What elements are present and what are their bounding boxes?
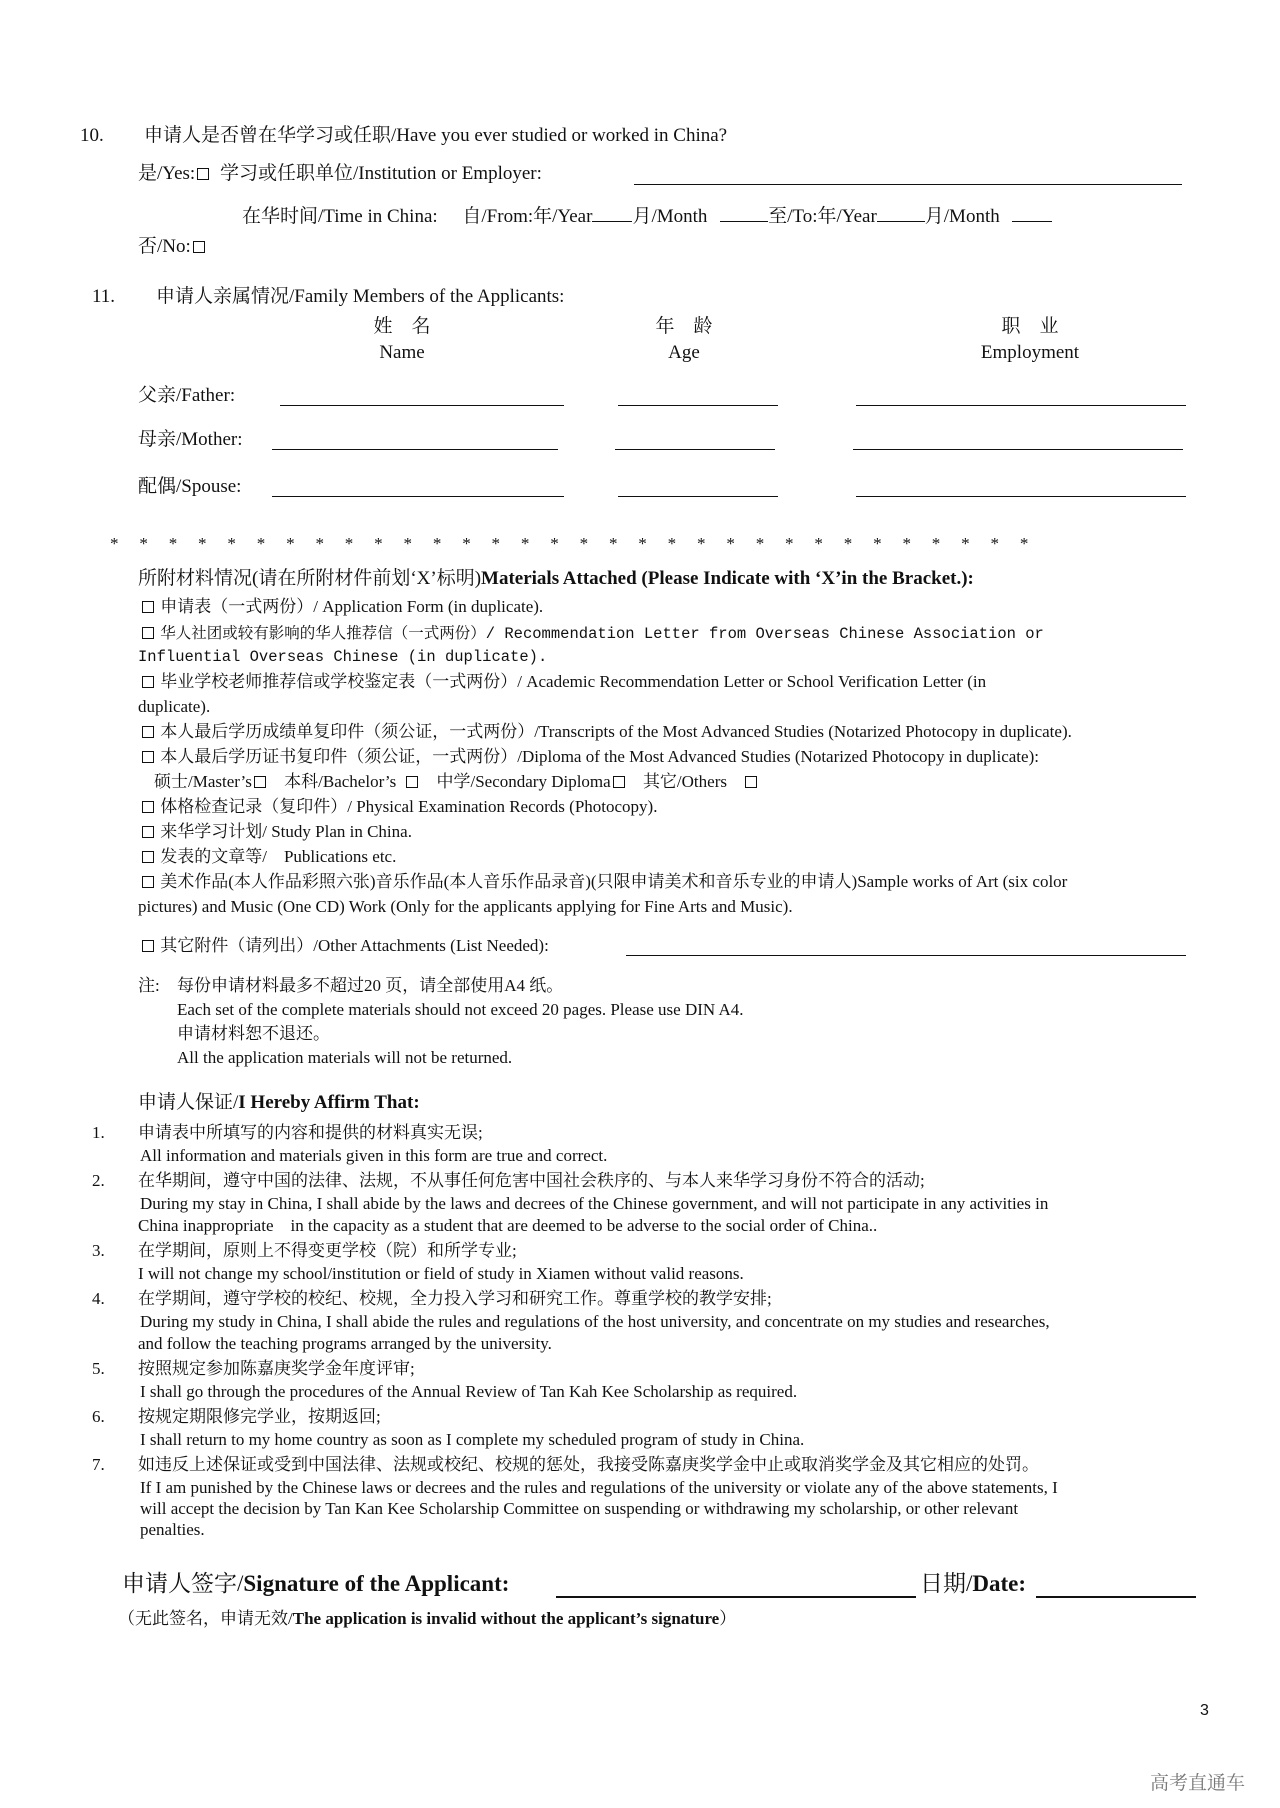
signature-note-cn: （无此签名，申请无效/ (118, 1609, 293, 1628)
date-label-en: Date: (972, 1571, 1027, 1596)
affirm-6-num: 6. (92, 1407, 105, 1426)
affirm-7-en-2: will accept the decision by Tan Kan Kee Scholarship Committee on suspending or withdrawing my scholarship, or other relevant (140, 1499, 1019, 1518)
note-label: 注: (138, 976, 160, 995)
signature-note (118, 1608, 736, 1629)
checkbox[interactable] (142, 601, 154, 613)
note-line-3: 申请材料恕不退还。 (177, 1024, 330, 1043)
q10-no-checkbox[interactable] (193, 241, 205, 253)
affirm-6-cn: 按规定期限修完学业，按期返回; (138, 1407, 381, 1426)
q11-col-age-en: Age (668, 342, 700, 363)
q11-spouse-name-field[interactable] (272, 496, 564, 497)
q10-question: 申请人是否曾在华学习或任职/Have you ever studied or worked in China? (144, 125, 728, 146)
affirm-4-cn: 在学期间，遵守学校的校纪、校规，全力投入学习和研究工作。尊重学校的教学安排; (138, 1289, 772, 1308)
date-row (920, 1570, 1026, 1598)
q11-mother-label: 母亲/Mother: (138, 429, 243, 450)
note-line-1: 每份申请材料最多不超过20 页，请全部使用A4 纸。 (177, 976, 564, 995)
q10-from-month-label: 月/Month (632, 206, 708, 227)
q11-father-employment-field[interactable] (856, 405, 1186, 406)
degree-bachelor-label: 本科/Bachelor’s (284, 772, 397, 791)
affirm-7-en-1: If I am punished by the Chinese laws or decrees and the rules and regulations of the university or violate any of the above statements, I (140, 1478, 1058, 1497)
affirm-2-en-2: China inappropriate in the capacity as a student that are deemed to be adverse to the social order of China.. (138, 1216, 878, 1235)
checkbox[interactable] (142, 676, 154, 688)
watermark: 高考直通车 (1150, 1772, 1246, 1794)
q10-to-month-field[interactable] (1012, 207, 1052, 222)
q10-from-label: 自/From:年/Year (462, 206, 593, 227)
degree-master-checkbox[interactable] (254, 776, 266, 788)
materials-item-5-text: 本人最后学历证书复印件（须公证，一式两份）/Diploma of the Most Advanced Studies (Notarized Photocopy in duplicate): (160, 747, 1039, 766)
affirm-1-en: All information and materials given in this form are true and correct. (140, 1146, 608, 1165)
materials-item-8 (140, 846, 396, 867)
affirm-4-num: 4. (92, 1289, 105, 1308)
signature-field[interactable] (556, 1596, 916, 1598)
q11-number: 11. (92, 286, 116, 307)
materials-item-8-text: 发表的文章等/ Publications etc. (160, 847, 397, 866)
q11-col-emp-cn: 职 业 (1001, 316, 1059, 337)
q11-title: 申请人亲属情况/Family Members of the Applicants: (156, 286, 565, 307)
q10-no-label: 否/No: (138, 236, 191, 257)
signature-label-en: Signature of the Applicant: (243, 1571, 510, 1596)
checkbox[interactable] (142, 851, 154, 863)
q10-no-row (138, 236, 207, 258)
q10-from-year-field[interactable] (592, 207, 632, 222)
materials-item-10 (140, 935, 549, 956)
degree-others-checkbox[interactable] (745, 776, 757, 788)
materials-item-3-text-a: 毕业学校老师推荐信或学校鉴定表（一式两份）/ Academic Recommendation Letter or School Verification Letter (in (160, 672, 987, 691)
affirm-3-en: I will not change my school/institution or field of study in Xiamen without valid reasons. (138, 1264, 744, 1283)
page-number: 3 (1200, 1702, 1209, 1719)
q10-from-month-field[interactable] (720, 207, 768, 222)
checkbox[interactable] (142, 876, 154, 888)
date-field[interactable] (1036, 1596, 1196, 1598)
signature-label-cn: 申请人签字/ (122, 1571, 244, 1596)
note-line-4: All the application materials will not be returned. (177, 1048, 513, 1067)
signature-row (122, 1570, 509, 1598)
q11-mother-name-field[interactable] (272, 449, 558, 450)
affirm-5-cn: 按照规定参加陈嘉庚奖学金年度评审; (138, 1359, 415, 1378)
q10-to-label: 至/To:年/Year (768, 206, 877, 227)
q11-col-name-en: Name (379, 342, 425, 363)
affirm-7-cn: 如违反上述保证或受到中国法律、法规或校纪、校规的惩处，我接受陈嘉庚奖学金中止或取消奖学金及其它相应的处罚。 (138, 1455, 1039, 1474)
materials-item-9-text-b: pictures) and Music (One CD) Work (Only for the applicants applying for Fine Arts and Music). (138, 897, 793, 916)
q10-time-label: 在华时间/Time in China: (242, 206, 438, 227)
degree-secondary-checkbox[interactable] (613, 776, 625, 788)
q11-father-name-field[interactable] (280, 405, 564, 406)
materials-item-5 (140, 746, 1039, 767)
checkbox[interactable] (142, 751, 154, 763)
materials-item-4-text: 本人最后学历成绩单复印件（须公证，一式两份）/Transcripts of the Most Advanced Studies (Notarized Photocopy in duplicate). (160, 722, 1072, 741)
materials-item-10-text: 其它附件（请列出）/Other Attachments (List Needed): (160, 936, 549, 955)
materials-degree-row (154, 771, 759, 792)
q10-yes-label: 是/Yes: (138, 163, 196, 184)
affirm-7-num: 7. (92, 1455, 105, 1474)
affirm-2-en-1: During my stay in China, I shall abide by the laws and decrees of the Chinese government, and will not participate in any activities in (140, 1194, 1049, 1213)
degree-others-label: 其它/Others (642, 772, 727, 791)
q10-yes-checkbox[interactable] (197, 168, 209, 180)
other-attachments-field[interactable] (626, 955, 1186, 956)
materials-item-6 (140, 796, 657, 817)
date-label-cn: 日期/ (920, 1571, 973, 1596)
affirm-5-en: I shall go through the procedures of the Annual Review of Tan Kah Kee Scholarship as required. (140, 1382, 798, 1401)
materials-item-2 (140, 622, 1044, 645)
q11-spouse-age-field[interactable] (618, 496, 778, 497)
affirm-1-cn: 申请表中所填写的内容和提供的材料真实无误; (138, 1123, 483, 1142)
degree-bachelor-checkbox[interactable] (406, 776, 418, 788)
affirm-title-cn: 申请人保证/ (138, 1092, 239, 1113)
checkbox[interactable] (142, 940, 154, 952)
affirm-3-cn: 在学期间，原则上不得变更学校（院）和所学专业; (138, 1241, 517, 1260)
materials-item-1-text: 申请表（一式两份）/ Application Form (in duplicate). (160, 597, 544, 616)
degree-master-label: 硕士/Master’s (154, 772, 252, 791)
materials-item-3 (140, 671, 986, 692)
q11-col-emp-en: Employment (980, 342, 1080, 363)
checkbox[interactable] (142, 826, 154, 838)
q10-number: 10. (80, 125, 104, 146)
separator-stars: * * * * * * * * * * * * * * * * * * * * * * * * * * * * * * * * (110, 534, 1029, 553)
affirm-2-cn: 在华期间，遵守中国的法律、法规，不从事任何危害中国社会秩序的、与本人来华学习身份不符合的活动; (138, 1171, 925, 1190)
materials-item-3-text-b: duplicate). (138, 697, 211, 716)
q10-to-month-label: 月/Month (924, 206, 1000, 227)
materials-title-cn: 所附材料情况(请在所附材件前划‘X’标明) (138, 568, 482, 589)
affirm-2-num: 2. (92, 1171, 105, 1190)
affirm-3-num: 3. (92, 1241, 105, 1260)
degree-secondary-label: 中学/Secondary Diploma (436, 772, 611, 791)
materials-item-2-text-b: Influential Overseas Chinese (in duplicate). (138, 648, 548, 666)
note-line-2: Each set of the complete materials should not exceed 20 pages. Please use DIN A4. (177, 1000, 744, 1019)
affirm-5-num: 5. (92, 1359, 105, 1378)
q11-mother-employment-field[interactable] (853, 449, 1183, 450)
affirm-title (138, 1092, 420, 1114)
signature-note-en: The application is invalid without the applicant’s signature (292, 1609, 720, 1628)
q11-father-age-field[interactable] (618, 405, 778, 406)
q11-mother-age-field[interactable] (615, 449, 775, 450)
materials-item-7 (140, 821, 412, 842)
q10-institution-label: 学习或任职单位/Institution or Employer: (219, 163, 542, 184)
affirm-4-en-2: and follow the teaching programs arranged by the university. (138, 1334, 552, 1353)
q10-to-year-field[interactable] (877, 207, 925, 222)
q10-yes-row (138, 163, 542, 185)
materials-item-2-text-a: 华人社团或较有影响的华人推荐信（一式两份）/ Recommendation Letter from Overseas Chinese Association or (160, 625, 1044, 643)
materials-item-6-text: 体格检查记录（复印件）/ Physical Examination Records (Photocopy). (160, 797, 658, 816)
affirm-7-en-3: penalties. (140, 1520, 205, 1539)
q11-father-label: 父亲/Father: (138, 385, 236, 406)
materials-title-en: Materials Attached (Please Indicate with ‘X’in the Bracket.): (481, 568, 974, 589)
q11-spouse-label: 配偶/Spouse: (138, 476, 242, 497)
signature-note-end: ） (719, 1609, 737, 1628)
materials-item-9 (140, 871, 1067, 892)
checkbox[interactable] (142, 726, 154, 738)
q10-institution-field[interactable] (634, 184, 1182, 185)
materials-title (138, 568, 974, 590)
q11-spouse-employment-field[interactable] (856, 496, 1186, 497)
affirm-4-en-1: During my study in China, I shall abide the rules and regulations of the host university, and concentrate on my studies and researches, (140, 1312, 1050, 1331)
materials-item-1 (140, 596, 543, 617)
materials-item-4 (140, 721, 1072, 742)
checkbox[interactable] (142, 801, 154, 813)
q10-time-row (242, 206, 1052, 228)
checkbox[interactable] (142, 627, 154, 639)
q11-col-name-cn: 姓 名 (373, 316, 431, 337)
affirm-1-num: 1. (92, 1123, 105, 1142)
materials-item-9-text-a: 美术作品(本人作品彩照六张)音乐作品(本人音乐作品录音)(只限申请美术和音乐专业的申请人)Sample works of Art (six color (160, 872, 1068, 891)
q11-col-age-cn: 年 龄 (655, 316, 713, 337)
affirm-title-en: I Hereby Affirm That: (238, 1092, 420, 1113)
affirm-6-en: I shall return to my home country as soon as I complete my scheduled program of study in China. (140, 1430, 805, 1449)
materials-item-7-text: 来华学习计划/ Study Plan in China. (160, 822, 412, 841)
